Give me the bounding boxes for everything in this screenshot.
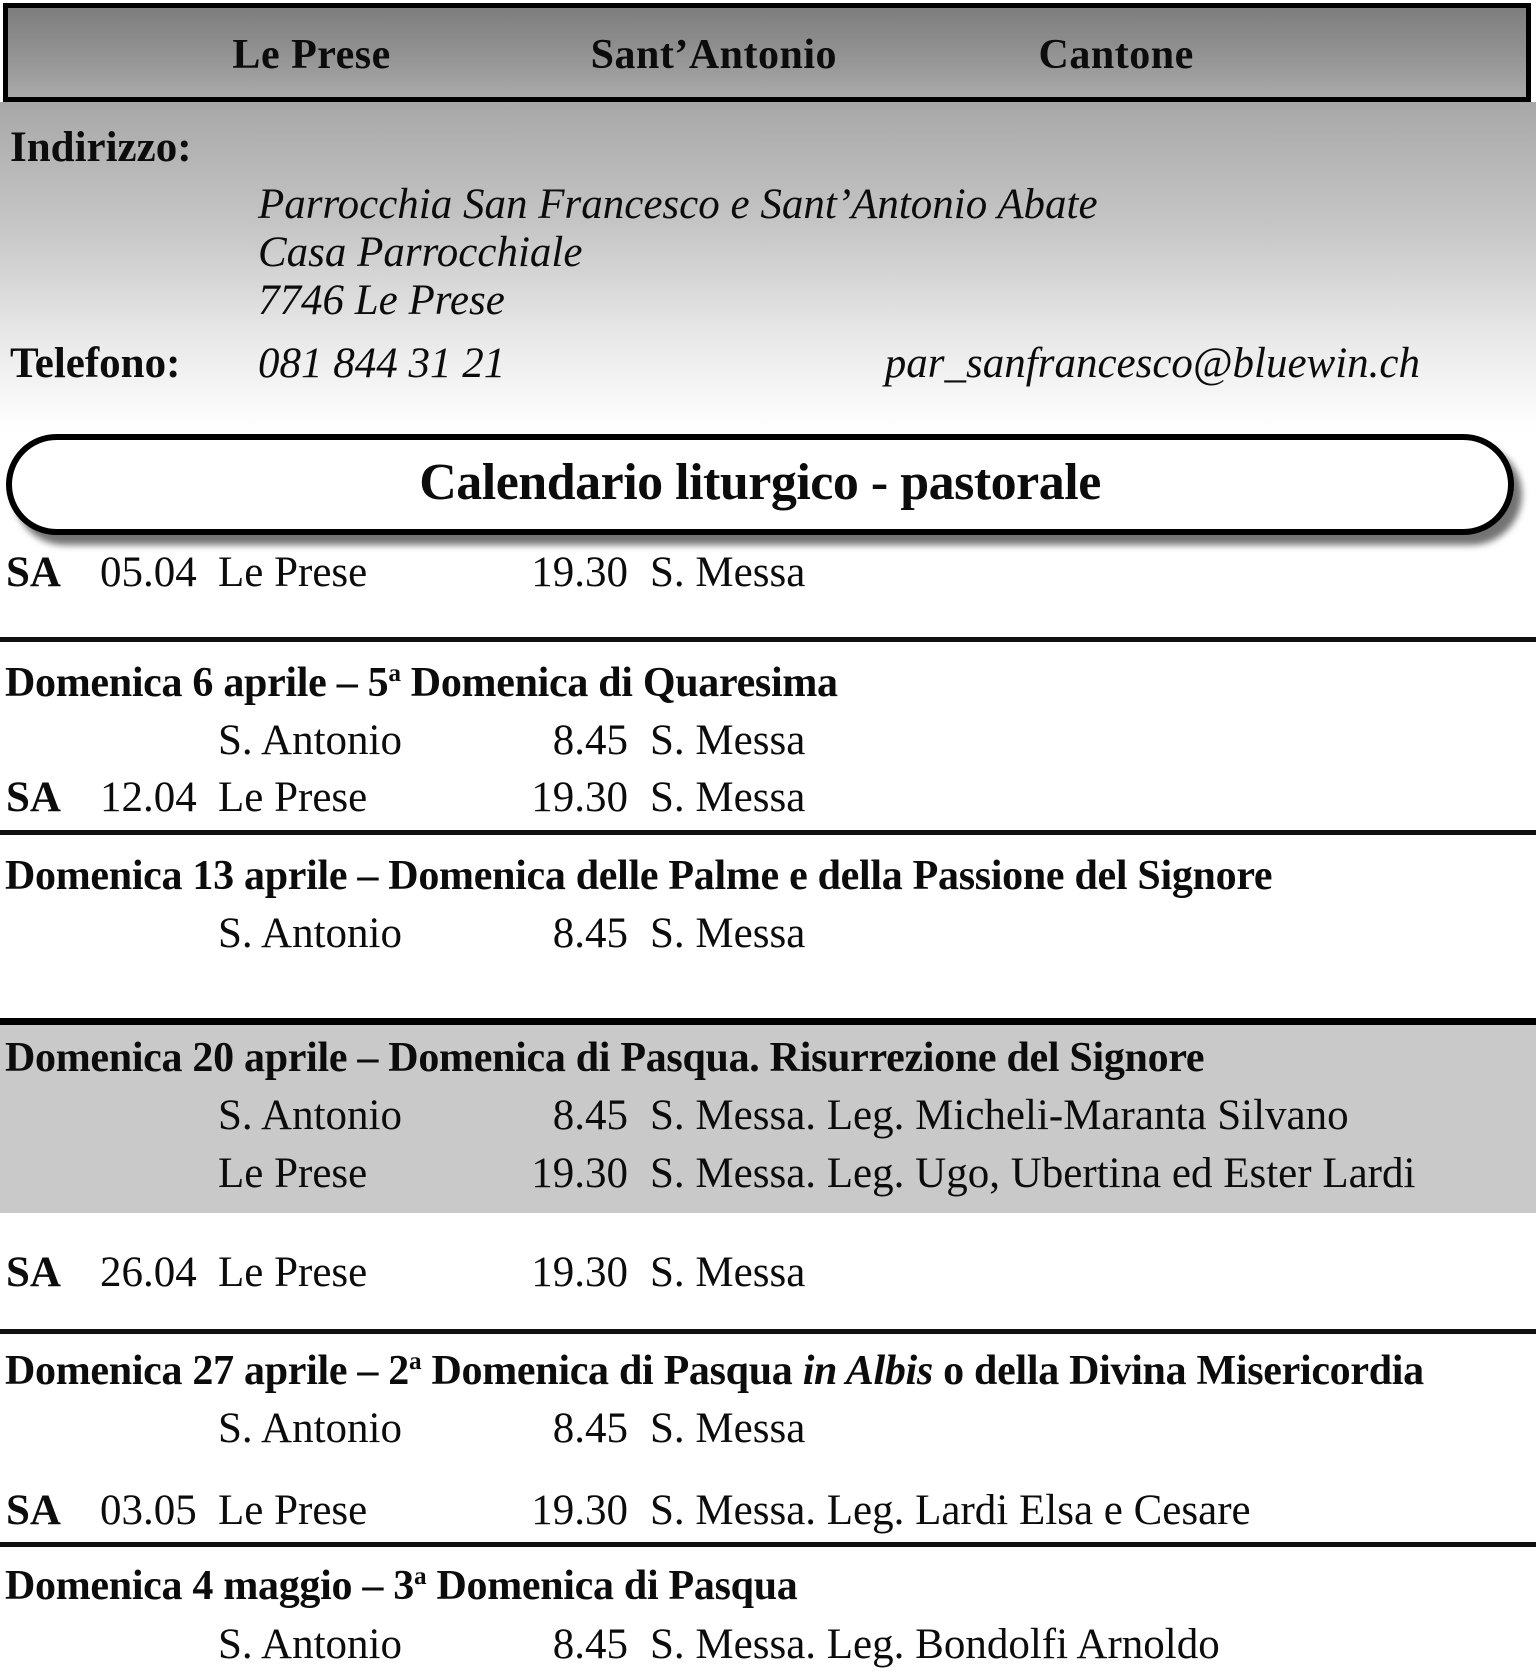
calendar-banner xyxy=(6,434,1514,535)
phone-row xyxy=(0,339,1536,388)
calendar-section xyxy=(0,830,1536,960)
place-cell: Le Prese xyxy=(218,774,368,822)
time-cell: 8.45 xyxy=(552,1620,628,1668)
date-cell xyxy=(94,1090,212,1142)
day-heading xyxy=(5,1561,1536,1612)
day-cell: SA xyxy=(6,1249,61,1297)
place-cell: Le Prese xyxy=(218,549,368,596)
time-cell: 19.30 xyxy=(531,1149,628,1197)
mass-row xyxy=(0,715,1536,767)
address-label: Indirizzo: xyxy=(10,124,192,171)
heading-text: Domenica di Pasqua xyxy=(426,1563,798,1610)
calendar-section xyxy=(0,1247,1536,1299)
email-address: par_sanfrancesco@bluewin.ch xyxy=(884,340,1420,388)
description-cell: S. Messa xyxy=(650,774,806,822)
ordinal-superscript: a xyxy=(388,659,401,687)
section-divider xyxy=(0,1329,1536,1334)
day-cell xyxy=(0,1619,94,1671)
ordinal-superscript: a xyxy=(413,1563,427,1591)
heading-text: Domenica 20 aprile – Domenica di Pasqua. Risurrezione del Signore xyxy=(5,1034,1205,1081)
place-cell: Le Prese xyxy=(218,1249,368,1297)
calendar-section xyxy=(0,547,1536,599)
day-cell xyxy=(0,1148,94,1200)
heading-text: Domenica 13 aprile – Domenica delle Palme e della Passione del Signore xyxy=(5,853,1273,900)
calendar-section-highlighted xyxy=(0,1018,1536,1213)
description-cell: S. Messa. Leg. Lardi Elsa e Cesare xyxy=(650,1486,1251,1534)
liturgical-calendar xyxy=(0,547,1536,1670)
date-cell: 03.05 xyxy=(100,1486,197,1534)
time-cell: 8.45 xyxy=(552,1405,628,1453)
date-cell xyxy=(94,715,212,767)
day-heading xyxy=(5,851,1536,902)
calendar-section xyxy=(0,1329,1536,1455)
header-tab: Sant’Antonio xyxy=(590,31,838,78)
date-cell xyxy=(94,908,212,960)
place-cell: S. Antonio xyxy=(218,1620,402,1668)
description-cell: S. Messa xyxy=(650,549,806,596)
description-cell: S. Messa. Leg. Micheli-Maranta Silvano xyxy=(650,1092,1349,1140)
mass-row xyxy=(0,908,1536,960)
phone-label: Telefono: xyxy=(10,340,181,388)
description-cell: S. Messa xyxy=(650,1405,806,1453)
address-line: Casa Parrocchiale xyxy=(258,229,583,277)
date-cell: 12.04 xyxy=(100,774,197,822)
day-heading xyxy=(5,658,1536,709)
section-divider xyxy=(0,637,1536,642)
address-block xyxy=(258,181,1536,325)
day-cell xyxy=(0,715,94,767)
date-cell xyxy=(94,1619,212,1671)
section-divider xyxy=(0,830,1536,835)
place-cell: Le Prese xyxy=(218,1149,368,1197)
place-cell: Le Prese xyxy=(218,1486,368,1534)
heading-text: Domenica 6 aprile – 5 xyxy=(5,659,389,706)
calendar-section xyxy=(0,637,1536,824)
time-cell: 19.30 xyxy=(531,774,628,822)
place-cell: S. Antonio xyxy=(218,716,402,764)
heading-text: Domenica di Quaresima xyxy=(400,659,838,706)
mass-row xyxy=(0,1403,1536,1455)
description-cell: S. Messa xyxy=(650,910,806,958)
mass-row xyxy=(0,1148,1536,1200)
contact-section xyxy=(0,102,1536,432)
heading-text: o della Divina Misericordia xyxy=(932,1347,1424,1394)
description-cell: S. Messa. Leg. Bondolfi Arnoldo xyxy=(650,1620,1220,1668)
calendar-section xyxy=(0,1485,1536,1537)
date-cell xyxy=(94,1148,212,1200)
mass-row xyxy=(0,1090,1536,1142)
mass-row xyxy=(0,547,1536,599)
place-cell: S. Antonio xyxy=(218,910,402,958)
day-heading xyxy=(5,1033,1536,1084)
banner-title: Calendario liturgico - pastorale xyxy=(419,454,1101,511)
heading-text: in Albis xyxy=(802,1347,933,1394)
header-tab: Cantone xyxy=(1038,31,1194,78)
section-divider xyxy=(0,1542,1536,1547)
day-heading xyxy=(5,1346,1536,1397)
date-cell: 05.04 xyxy=(100,549,197,596)
ordinal-superscript: a xyxy=(409,1347,422,1375)
heading-text: Domenica 27 aprile – 2 xyxy=(5,1347,410,1394)
header-tab: Le Prese xyxy=(232,31,391,78)
day-cell: SA xyxy=(6,1486,61,1534)
heading-text: Domenica 4 maggio – 3 xyxy=(5,1563,414,1610)
time-cell: 8.45 xyxy=(552,716,628,764)
date-cell: 26.04 xyxy=(100,1249,197,1297)
mass-row xyxy=(0,1485,1536,1537)
address-line: 7746 Le Prese xyxy=(258,277,505,325)
heading-text: Domenica di Pasqua xyxy=(421,1347,803,1394)
description-cell: S. Messa xyxy=(650,1249,806,1297)
phone-number: 081 844 31 21 xyxy=(258,340,506,388)
date-cell xyxy=(94,1403,212,1455)
mass-row xyxy=(0,1619,1536,1671)
description-cell: S. Messa xyxy=(650,716,806,764)
place-cell: S. Antonio xyxy=(218,1405,402,1453)
place-cell: S. Antonio xyxy=(218,1092,402,1140)
address-line: Parrocchia San Francesco e Sant’Antonio Abate xyxy=(258,181,1098,229)
mass-row xyxy=(0,772,1536,824)
day-cell: SA xyxy=(6,774,61,822)
day-cell xyxy=(0,1090,94,1142)
time-cell: 19.30 xyxy=(531,549,628,596)
day-cell xyxy=(0,908,94,960)
time-cell: 19.30 xyxy=(531,1249,628,1297)
day-cell: SA xyxy=(6,549,61,596)
calendar-section xyxy=(0,1542,1536,1670)
day-cell xyxy=(0,1403,94,1455)
time-cell: 19.30 xyxy=(531,1486,628,1534)
mass-row xyxy=(0,1247,1536,1299)
header-tabs-bar xyxy=(3,3,1531,102)
time-cell: 8.45 xyxy=(552,1092,628,1140)
description-cell: S. Messa. Leg. Ugo, Ubertina ed Ester Lardi xyxy=(650,1149,1416,1197)
time-cell: 8.45 xyxy=(552,910,628,958)
